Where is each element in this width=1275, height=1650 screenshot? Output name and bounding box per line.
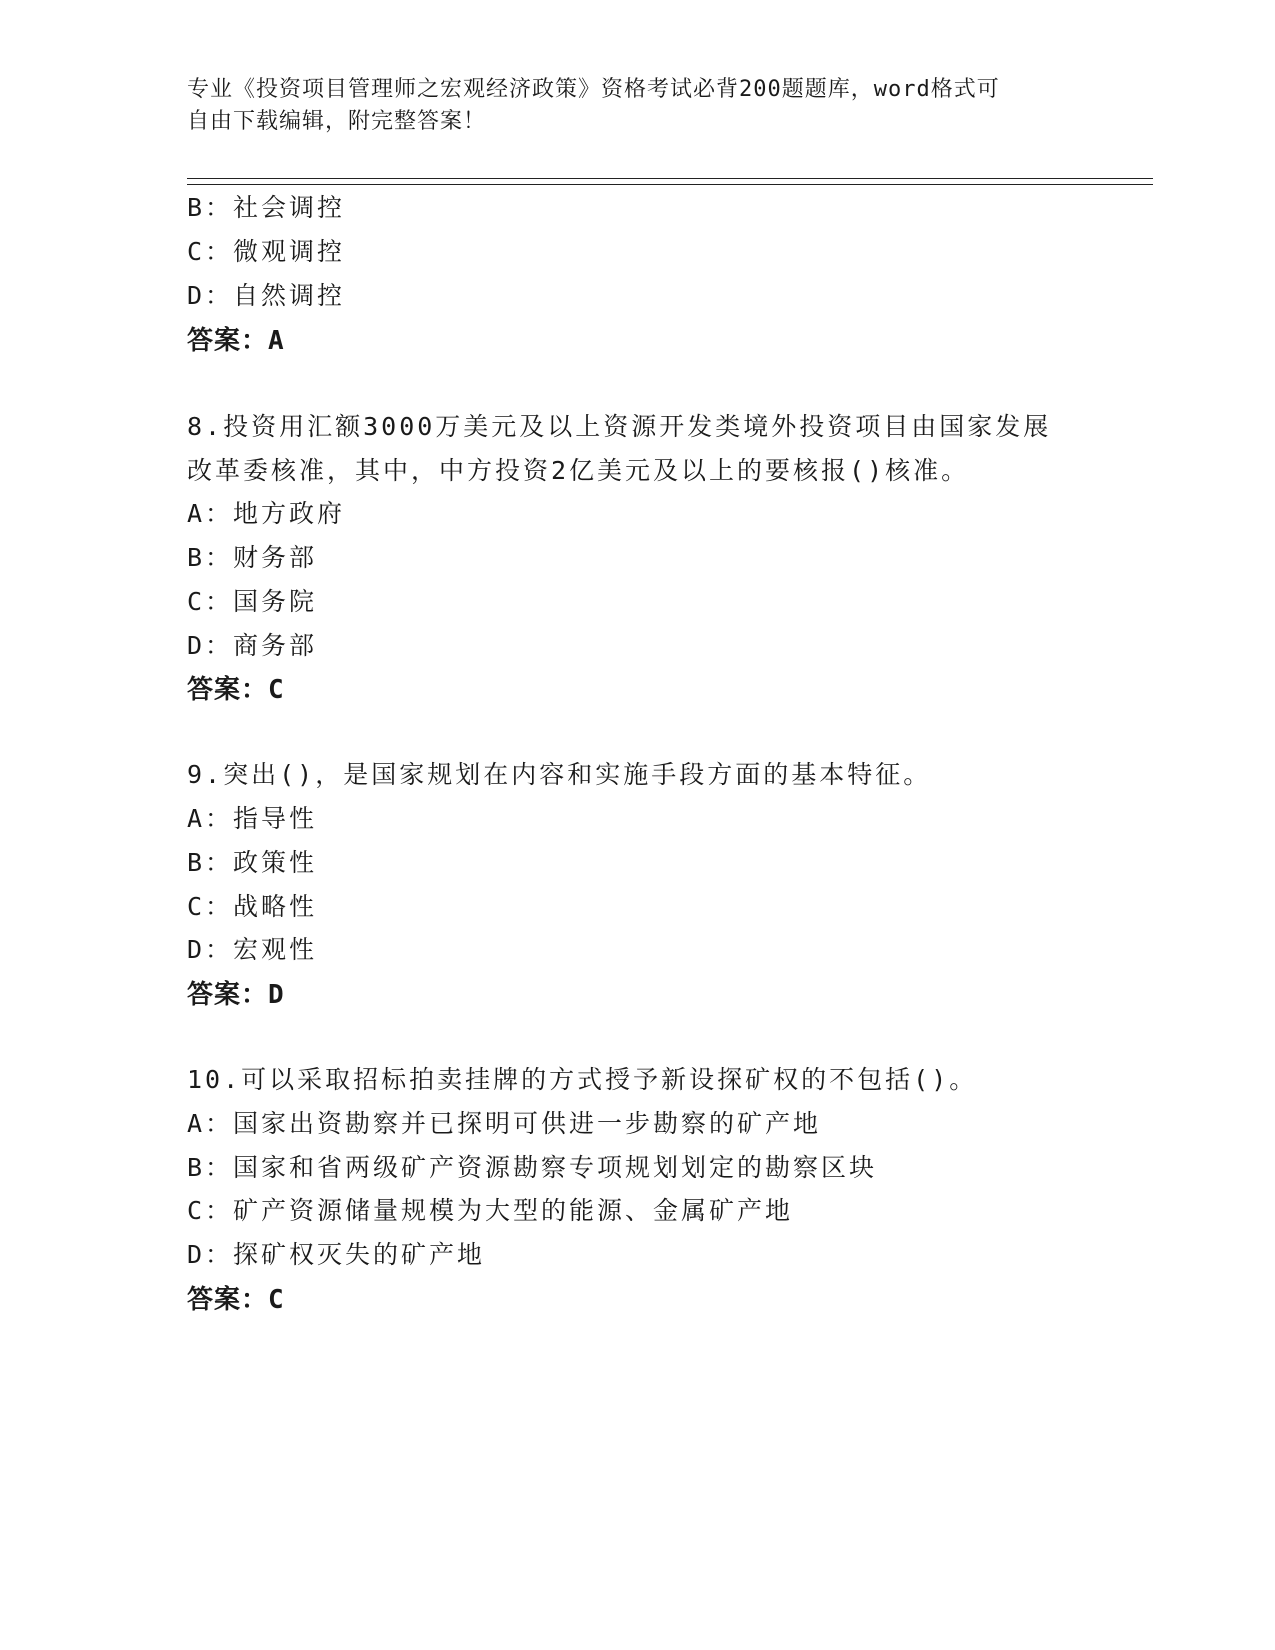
- q7-option-b: B：社会调控: [187, 193, 346, 222]
- q8-stem-line-2: 改革委核准，其中，中方投资2亿美元及以上的要核报()核准。: [187, 456, 970, 485]
- header-divider-top: [187, 178, 1153, 179]
- q8-stem-line-1: 8.投资用汇额3000万美元及以上资源开发类境外投资项目由国家发展: [187, 412, 1052, 441]
- q7-option-c: C：微观调控: [187, 237, 346, 266]
- q10-option-c: C：矿产资源储量规模为大型的能源、金属矿产地: [187, 1196, 794, 1225]
- q7-answer: 答案：A: [187, 326, 285, 356]
- header-divider-bottom: [187, 184, 1153, 185]
- q8-answer: 答案：C: [187, 675, 285, 705]
- q9-stem-line-1: 9.突出()，是国家规划在内容和实施手段方面的基本特征。: [187, 760, 932, 789]
- header-line-2: 自由下载编辑，附完整答案！: [187, 109, 487, 134]
- document-header: [187, 74, 1087, 138]
- q9-option-d: D：宏观性: [187, 935, 318, 964]
- q8-option-b: B：财务部: [187, 543, 318, 572]
- q10-answer: 答案：C: [187, 1285, 285, 1315]
- q7-option-d: D：自然调控: [187, 281, 346, 310]
- q9-option-c: C：战略性: [187, 892, 318, 921]
- q8-option-a: A：地方政府: [187, 499, 346, 528]
- header-line-1: 专业《投资项目管理师之宏观经济政策》资格考试必背200题题库，word格式可: [187, 77, 1000, 102]
- q10-stem-line-1: 10.可以采取招标拍卖挂牌的方式授予新设探矿权的不包括()。: [187, 1065, 978, 1094]
- q9-option-a: A：指导性: [187, 804, 318, 833]
- q10-option-d: D：探矿权灭失的矿产地: [187, 1240, 486, 1269]
- q8-option-d: D：商务部: [187, 631, 318, 660]
- q9-option-b: B：政策性: [187, 848, 318, 877]
- q9-answer: 答案：D: [187, 980, 285, 1010]
- q10-option-b: B：国家和省两级矿产资源勘察专项规划划定的勘察区块: [187, 1153, 878, 1182]
- q10-option-a: A：国家出资勘察并已探明可供进一步勘察的矿产地: [187, 1109, 822, 1138]
- q8-option-c: C：国务院: [187, 587, 318, 616]
